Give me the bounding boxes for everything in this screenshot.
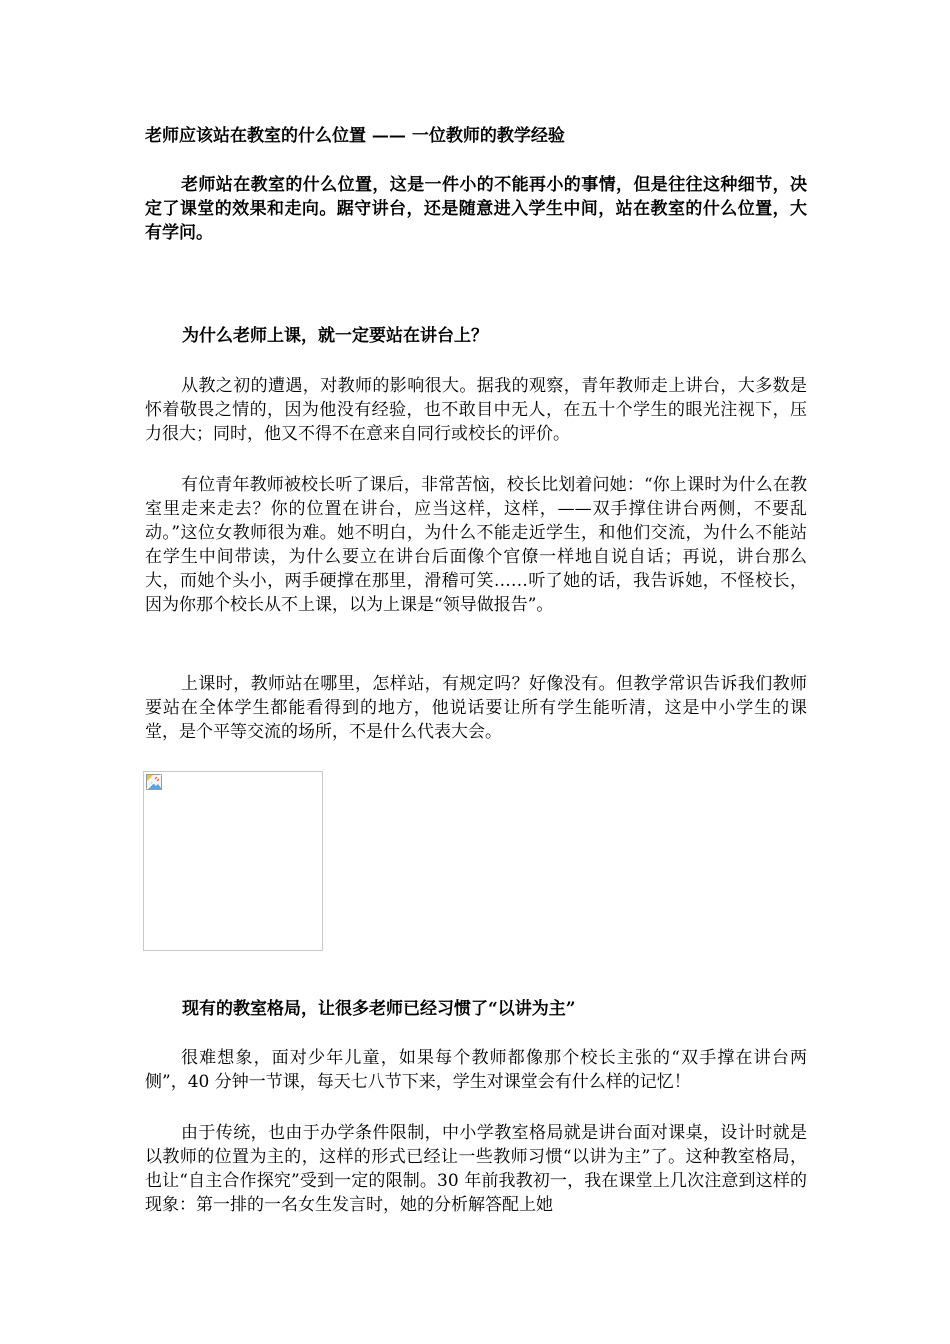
section-heading-why-podium: 为什么老师上课，就一定要站在讲台上？ (182, 326, 488, 346)
body-paragraph: 很难想象，面对少年儿童，如果每个教师都像那个校长主张的“双手撑在讲台两侧”，40 分钟一节课，每天七八节下来，学生对课堂会有什么样的记忆！ (145, 1048, 807, 1092)
broken-image-placeholder (143, 771, 323, 951)
body-paragraph: 有位青年教师被校长听了课后，非常苦恼，校长比划着问她：“你上课时为什么在教室里走来走去？你的位置在讲台，应当这样，这样，——双手撑住讲台两侧，不要乱动。”这位女教师很为难。她不明白，为什么不能走近学生，和他们交流，为什么不能站在学生中间带读，为什么要立在讲台后面像个官僚一样地自说自话；再说，讲台那么大，而她个头小，两手硬撑在那里，滑稽可笑……听了她的话，我告诉她，不怪校长，因为你那个校长从不上课，以为上课是“领导做报告”。 (145, 475, 807, 615)
section-heading-classroom-layout: 现有的教室格局，让很多老师已经习惯了“以讲为主” (182, 999, 576, 1019)
body-paragraph: 从教之初的遭遇，对教师的影响很大。据我的观察，青年教师走上讲台，大多数是怀着敬畏之情的，因为他没有经验，也不敢目中无人，在五十个学生的眼光注视下，压力很大；同时，他又不得不在意来自同行或校长的评价。 (145, 376, 807, 444)
body-paragraph: 上课时，教师站在哪里，怎样站，有规定吗？好像没有。但教学常识告诉我们教师要站在全体学生都能看得到的地方，他说话要让所有学生能听清，这是中小学生的课堂，是个平等交流的场所，不是什么代表大会。 (145, 674, 807, 742)
intro-paragraph: 老师站在教室的什么位置，这是一件小的不能再小的事情，但是往往这种细节，决定了课堂的效果和走向。踞守讲台，还是随意进入学生中间，站在教室的什么位置，大有学问。 (145, 175, 807, 243)
document-title: 老师应该站在教室的什么位置 —— 一位教师的教学经验 (145, 126, 565, 146)
broken-image-icon (146, 774, 162, 790)
body-paragraph: 由于传统，也由于办学条件限制，中小学教室格局就是讲台面对课桌，设计时就是以教师的位置为主的，这样的形式已经让一些教师习惯“以讲为主”了。这种教室格局，也让“自主合作探究”受到一定的限制。30 年前我教初一，我在课堂上几次注意到这样的现象：第一排的一名女生发言时，她的分析解答配上她 (145, 1123, 807, 1215)
